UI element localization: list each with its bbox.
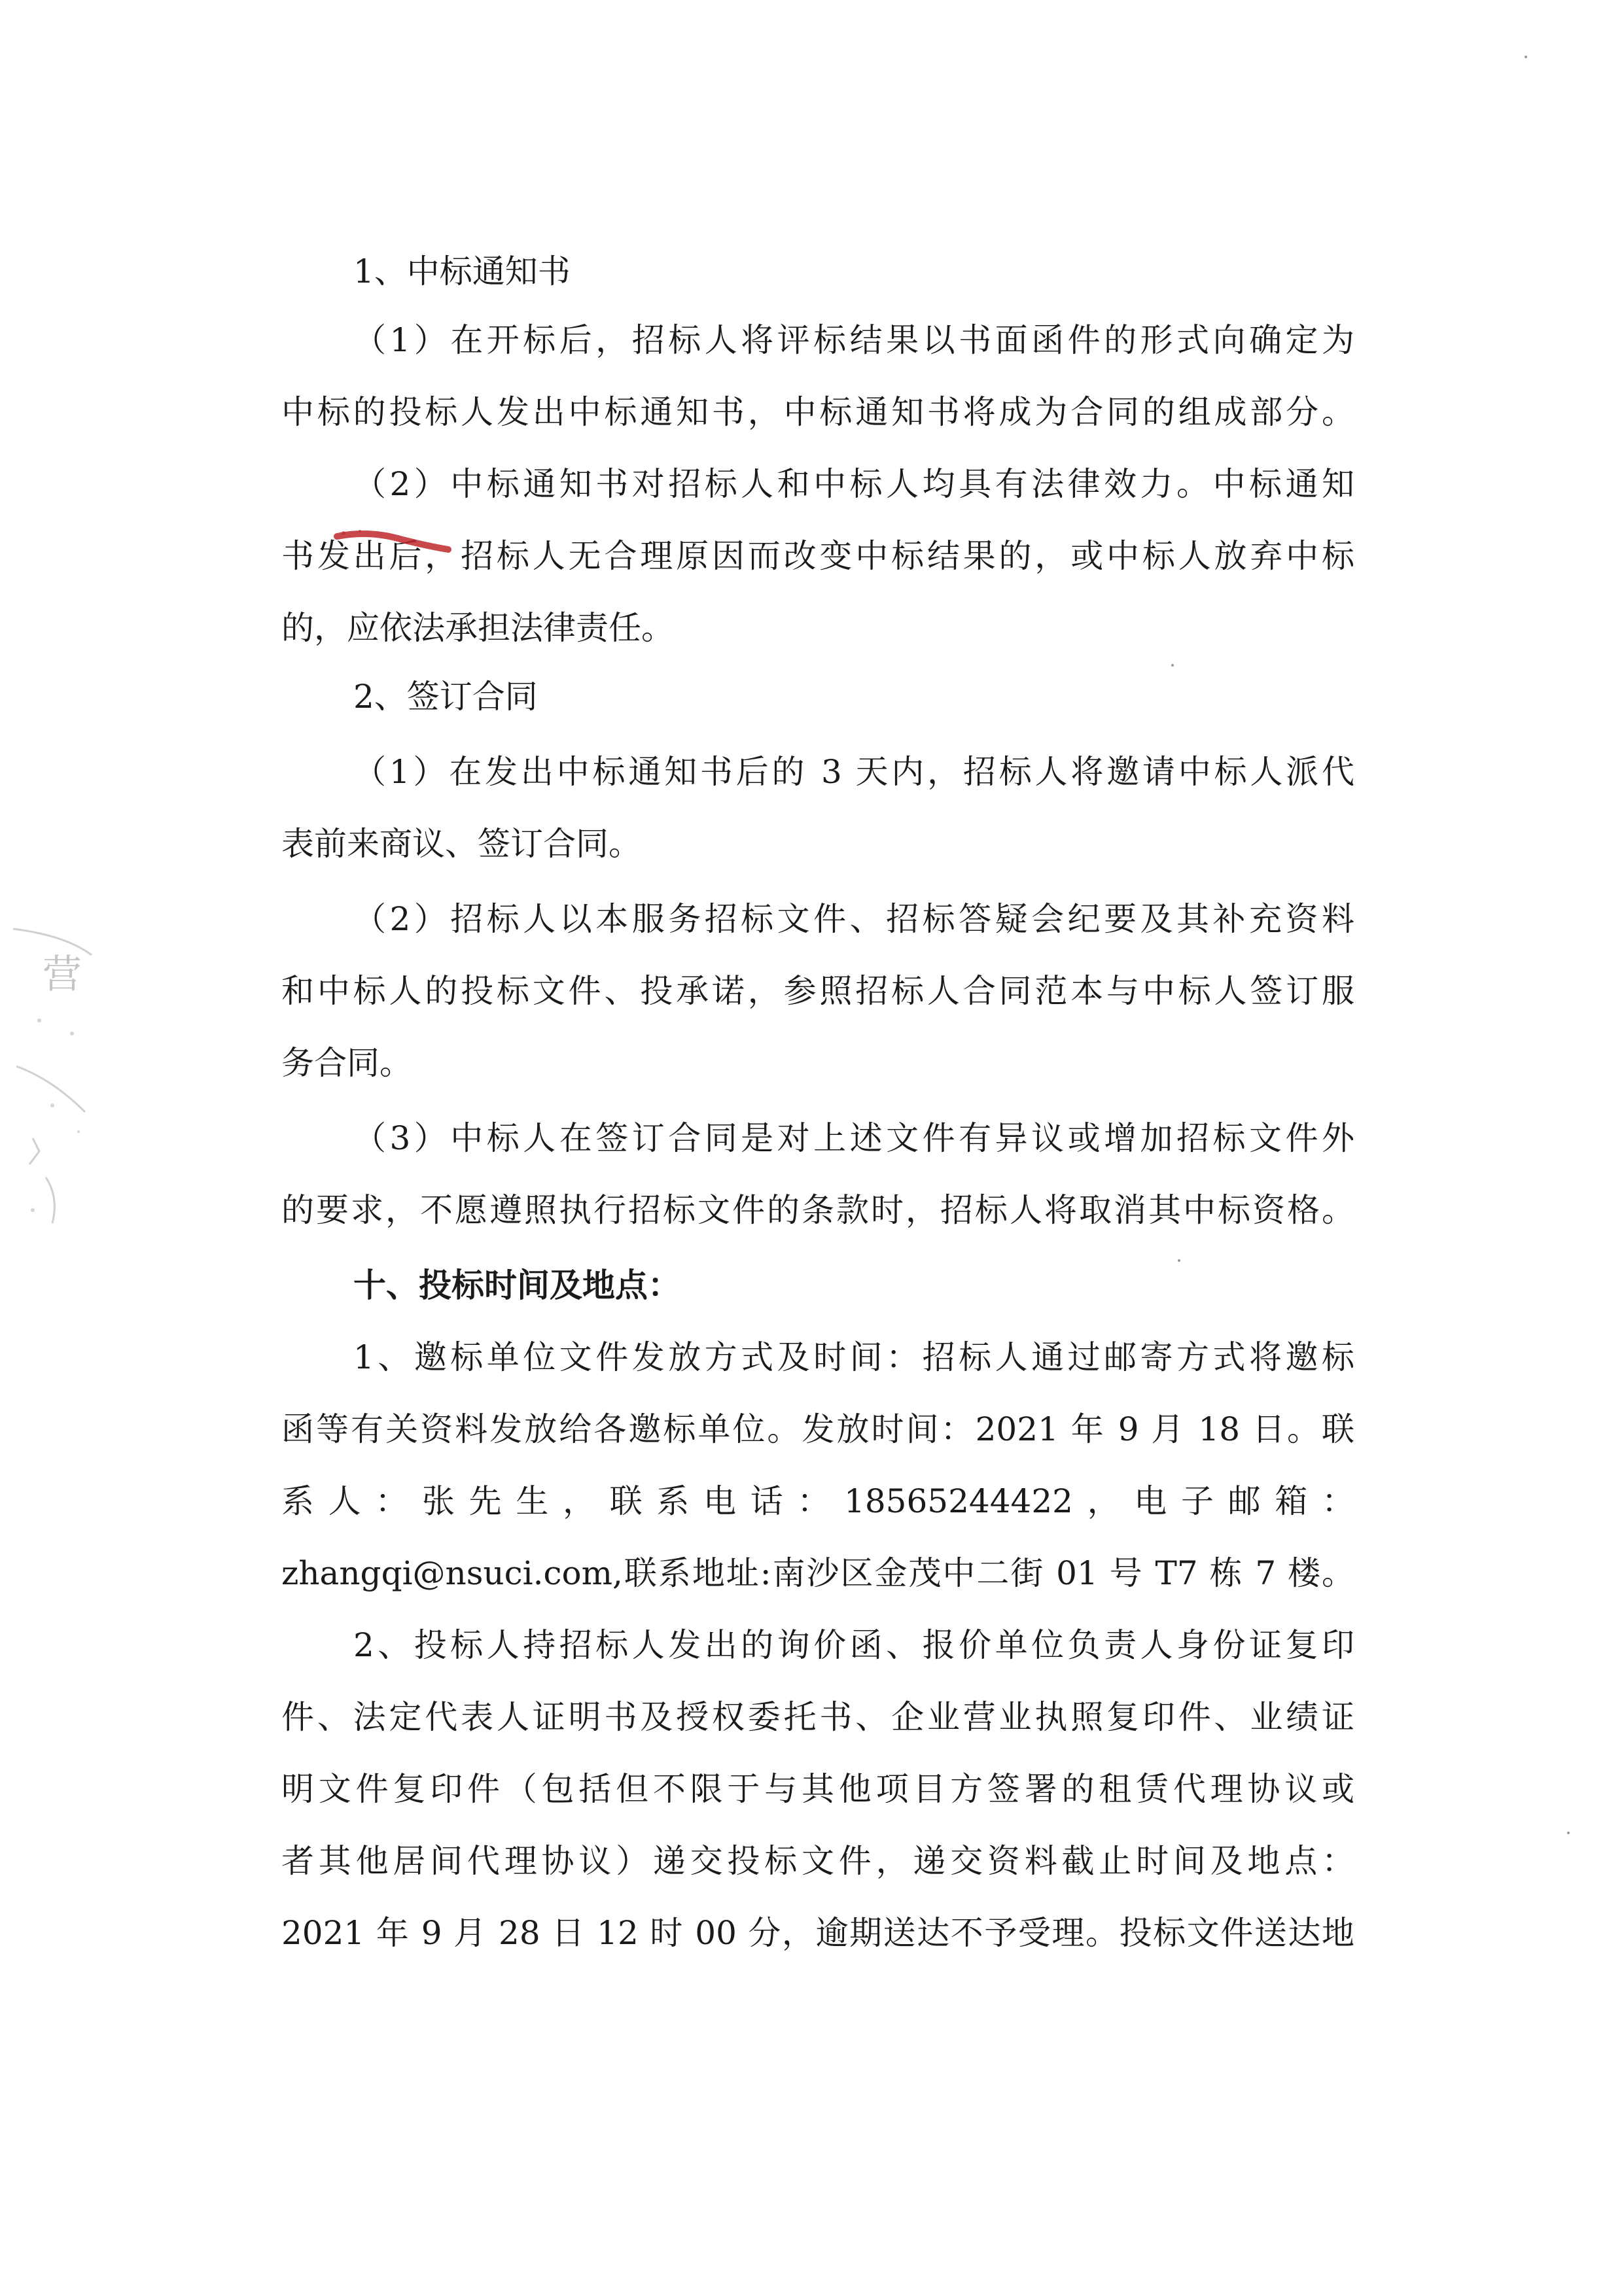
scan-speck: [1178, 1259, 1180, 1262]
paragraph-line: （2）招标人以本服务招标文件、招标答疑会纪要及其补充资料: [353, 900, 1354, 938]
seal-character: 营: [43, 952, 82, 998]
paragraph-line: 中标的投标人发出中标通知书，中标通知书将成为合同的组成部分。: [281, 393, 1354, 431]
paragraph-line: 者其他居间代理协议）递交投标文件，递交资料截止时间及地点：: [281, 1842, 1354, 1880]
paragraph-line: 的，应依法承担法律责任。: [281, 609, 674, 647]
paragraph-line: 2021 年 9 月 28 日 12 时 00 分，逾期送达不予受理。投标文件送达地: [281, 1914, 1354, 1952]
scan-speck: [1171, 664, 1174, 667]
heading-award-notice: 1、中标通知书: [353, 252, 571, 290]
paragraph-line: 表前来商议、签订合同。: [281, 825, 641, 863]
paragraph-line: 明文件复印件（包括但不限于与其他项目方签署的租赁代理协议或: [281, 1770, 1354, 1808]
paragraph-line: 2、投标人持招标人发出的询价函、报价单位负责人身份证复印: [353, 1626, 1354, 1664]
seal-remnant: [13, 916, 98, 1256]
paragraph-line: （2）中标通知书对招标人和中标人均具有法律效力。中标通知: [353, 465, 1354, 503]
heading-sign-contract: 2、签订合同: [353, 678, 538, 716]
paragraph-line: 的要求，不愿遵照执行招标文件的条款时，招标人将取消其中标资格。: [281, 1191, 1354, 1229]
section-heading-bid-time-location: 十、投标时间及地点：: [353, 1266, 680, 1304]
paragraph-line: 1、邀标单位文件发放方式及时间：招标人通过邮寄方式将邀标: [353, 1338, 1354, 1376]
red-ink-smudge: [330, 523, 461, 563]
paragraph-line: 函等有关资料发放给各邀标单位。发放时间：2021 年 9 月 18 日。联: [281, 1410, 1354, 1448]
paragraph-line: （1）在发出中标通知书后的 3 天内，招标人将邀请中标人派代: [353, 753, 1354, 791]
contact-address-line: zhangqi@nsuci.com,联系地址:南沙区金茂中二街 01 号 T7 栋 7 楼。: [281, 1554, 1354, 1592]
scan-speck: [1525, 56, 1527, 58]
paragraph-line: 件、法定代表人证明书及授权委托书、企业营业执照复印件、业绩证: [281, 1698, 1354, 1736]
paragraph-line: 和中标人的投标文件、投承诺，参照招标人合同范本与中标人签订服: [281, 972, 1354, 1010]
scan-speck: [1567, 1832, 1570, 1834]
paragraph-line: （3）中标人在签订合同是对上述文件有异议或增加招标文件外: [353, 1119, 1354, 1157]
paragraph-line: 书发出后，招标人无合理原因而改变中标结果的，或中标人放弃中标: [281, 537, 1354, 575]
paragraph-line: 务合同。: [281, 1044, 412, 1082]
contact-line: 系人：张先生，联系电话：18565244422，电子邮箱：: [281, 1482, 1354, 1520]
paragraph-line: （1）在开标后，招标人将评标结果以书面函件的形式向确定为: [353, 321, 1354, 359]
